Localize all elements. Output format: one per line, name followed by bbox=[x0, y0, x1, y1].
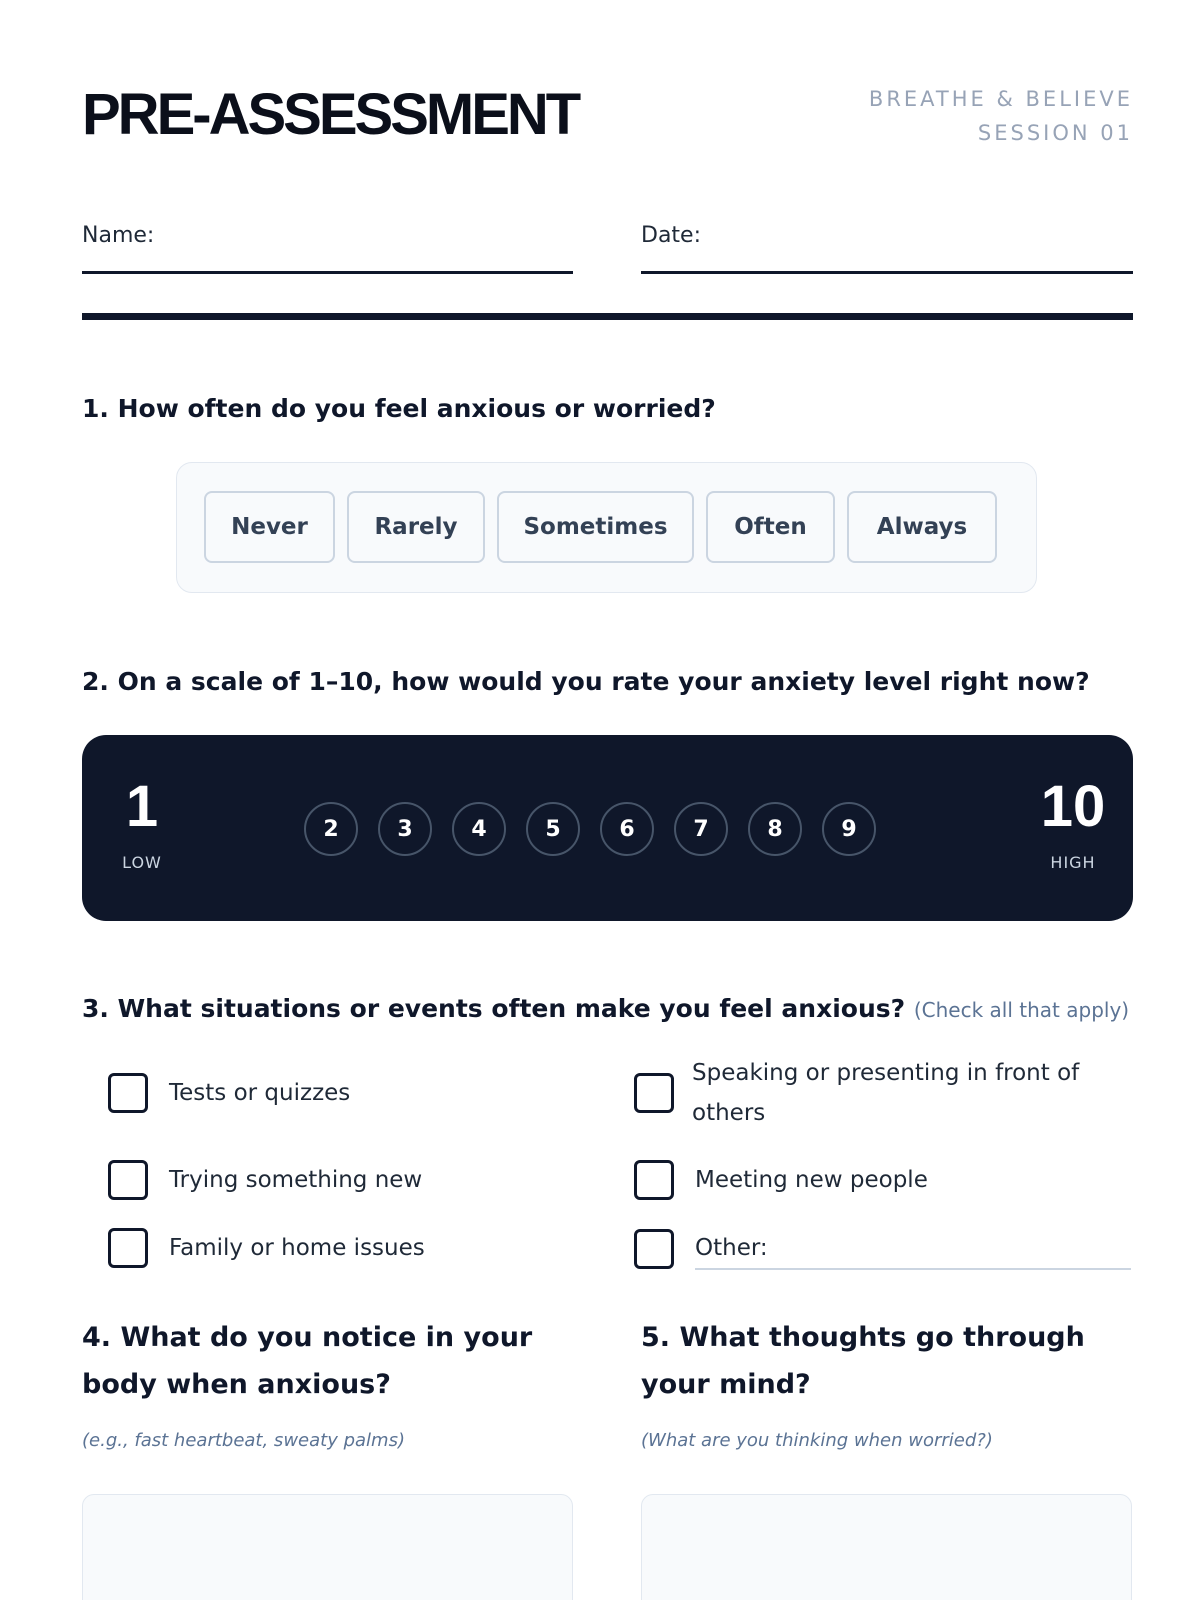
scale-option-2[interactable]: 2 bbox=[304, 802, 358, 856]
scale-high-value: 10 bbox=[1040, 774, 1106, 839]
question-2: 2. On a scale of 1–10, how would you rate your anxiety level right now? bbox=[82, 667, 1090, 696]
checkbox-label: Speaking or presenting in front of others bbox=[692, 1060, 1080, 1126]
frequency-options bbox=[176, 462, 1037, 593]
date-field[interactable] bbox=[641, 218, 1133, 274]
other-input[interactable] bbox=[695, 1228, 1131, 1270]
checkbox-label: Trying something new bbox=[169, 1167, 423, 1193]
checkbox-item[interactable] bbox=[108, 1228, 425, 1268]
question-5-text: 5. What thoughts go through your mind? bbox=[641, 1322, 1085, 1400]
scale-low-option[interactable] bbox=[92, 775, 192, 872]
option-always-button[interactable]: Always bbox=[847, 491, 997, 563]
scale-option-4[interactable]: 4 bbox=[452, 802, 506, 856]
scale-option-9[interactable]: 9 bbox=[822, 802, 876, 856]
anxiety-scale bbox=[82, 735, 1133, 921]
checkbox-label: Tests or quizzes bbox=[169, 1080, 351, 1106]
checkbox-item[interactable] bbox=[108, 1073, 350, 1113]
scale-option-7[interactable]: 7 bbox=[674, 802, 728, 856]
date-label: Date: bbox=[641, 223, 701, 248]
scale-low-caption: LOW bbox=[122, 853, 162, 872]
header bbox=[82, 82, 1133, 162]
header-divider bbox=[82, 313, 1133, 320]
question-1: 1. How often do you feel anxious or worried? bbox=[82, 394, 716, 423]
scale-high-caption: HIGH bbox=[1050, 853, 1096, 872]
scale-option-6[interactable]: 6 bbox=[600, 802, 654, 856]
brand-block bbox=[869, 82, 1133, 150]
option-never-button[interactable]: Never bbox=[204, 491, 335, 563]
session-label: SESSION 01 bbox=[977, 121, 1133, 145]
option-sometimes-button[interactable]: Sometimes bbox=[497, 491, 694, 563]
question-5-hint: (What are you thinking when worried?) bbox=[641, 1430, 993, 1451]
option-often-button[interactable]: Often bbox=[706, 491, 835, 563]
option-rarely-button[interactable]: Rarely bbox=[347, 491, 485, 563]
checkbox[interactable] bbox=[634, 1073, 674, 1113]
question-3-hint: (Check all that apply) bbox=[913, 998, 1130, 1022]
question-4-text: 4. What do you notice in your body when anxious? bbox=[82, 1322, 533, 1400]
question-4 bbox=[82, 1314, 573, 1451]
question-5-answer-box[interactable] bbox=[641, 1494, 1132, 1600]
page-title: PRE-ASSESSMENT bbox=[82, 82, 579, 147]
checkbox[interactable] bbox=[108, 1160, 148, 1200]
checkbox[interactable] bbox=[634, 1160, 674, 1200]
scale-low-value: 1 bbox=[125, 774, 159, 839]
question-3 bbox=[82, 992, 1129, 1027]
question-4-answer-box[interactable] bbox=[82, 1494, 573, 1600]
name-field[interactable] bbox=[82, 218, 573, 274]
scale-option-3[interactable]: 3 bbox=[378, 802, 432, 856]
name-label: Name: bbox=[82, 223, 155, 248]
checkbox-item[interactable] bbox=[634, 1053, 1112, 1133]
checkbox[interactable] bbox=[108, 1228, 148, 1268]
checkbox-label: Other: bbox=[695, 1235, 768, 1261]
brand-name: BREATHE & BELIEVE bbox=[868, 87, 1133, 111]
question-5 bbox=[641, 1314, 1132, 1451]
checkbox[interactable] bbox=[108, 1073, 148, 1113]
scale-option-5[interactable]: 5 bbox=[526, 802, 580, 856]
checkbox-label: Family or home issues bbox=[169, 1235, 425, 1261]
checkbox-item-other[interactable] bbox=[634, 1228, 1131, 1270]
scale-high-option[interactable] bbox=[1023, 775, 1123, 872]
scale-option-8[interactable]: 8 bbox=[748, 802, 802, 856]
scale-mid-options bbox=[304, 802, 876, 856]
checkbox-item[interactable] bbox=[634, 1160, 928, 1200]
checkbox-label: Meeting new people bbox=[695, 1167, 928, 1193]
checkbox-item[interactable] bbox=[108, 1160, 422, 1200]
checkbox[interactable] bbox=[634, 1229, 674, 1269]
question-3-text: 3. What situations or events often make you feel anxious? bbox=[82, 994, 906, 1023]
worksheet-page bbox=[82, 0, 1133, 1600]
question-4-hint: (e.g., fast heartbeat, sweaty palms) bbox=[82, 1430, 405, 1451]
